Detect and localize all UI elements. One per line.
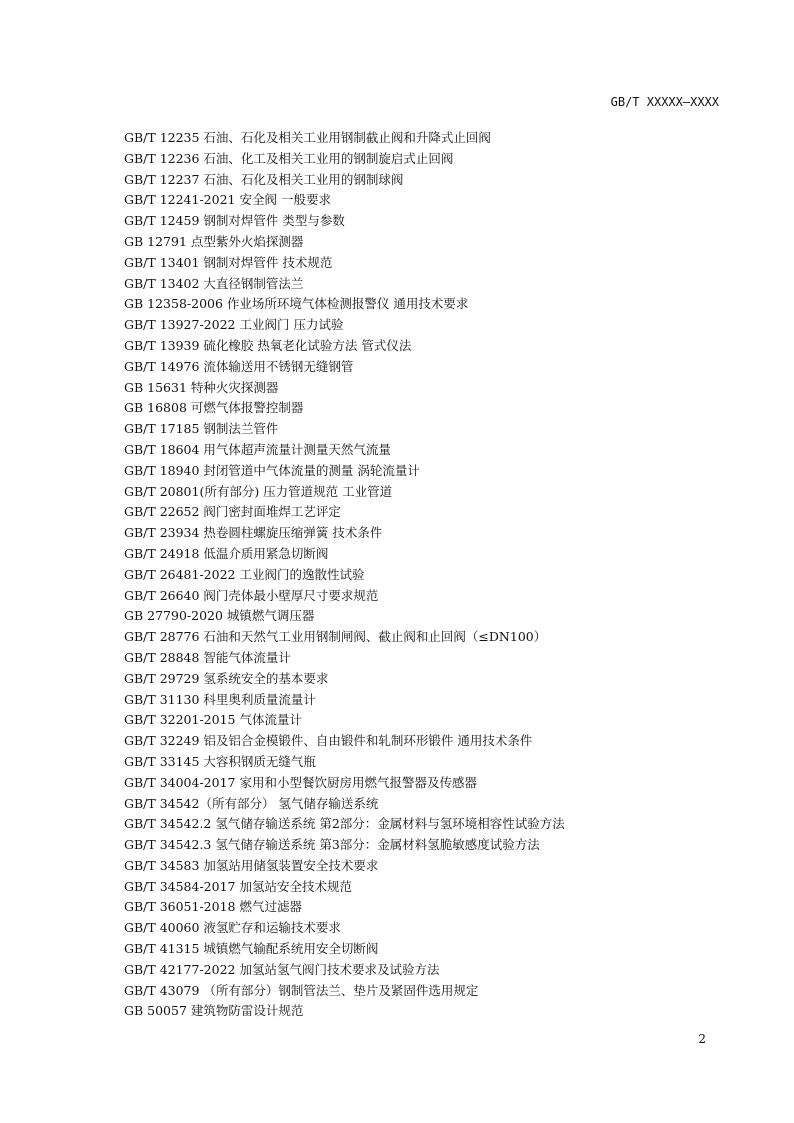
reference-item: GB 50057 建筑物防雷设计规范 (124, 1003, 304, 1019)
reference-item: GB/T 32201-2015 气体流量计 (124, 712, 302, 728)
reference-item: GB/T 23934 热卷圆柱螺旋压缩弹簧 技术条件 (124, 525, 383, 541)
reference-item: GB/T 12236 石油、化工及相关工业用的钢制旋启式止回阀 (124, 150, 454, 166)
page-number: 2 (698, 1032, 706, 1046)
reference-item: GB/T 33145 大容积钢质无缝气瓶 (124, 753, 316, 769)
reference-item: GB/T 32249 铝及铝合金模锻件、自由锻件和轧制环形锻件 通用技术条件 (124, 733, 533, 749)
reference-item: GB/T 43079 （所有部分）钢制管法兰、垫片及紧固件选用规定 (124, 982, 479, 998)
reference-item: GB/T 41315 城镇燃气输配系统用安全切断阀 (124, 941, 379, 957)
reference-item: GB/T 26481-2022 工业阀门的逸散性试验 (124, 566, 365, 582)
reference-item: GB/T 14976 流体输送用不锈钢无缝钢管 (124, 358, 354, 374)
reference-item: GB/T 13939 硫化橡胶 热氧老化试验方法 管式仪法 (124, 337, 412, 353)
reference-item: GB/T 34542（所有部分） 氢气储存输送系统 (124, 795, 379, 811)
reference-item: GB/T 13927-2022 工业阀门 压力试验 (124, 317, 344, 333)
reference-item: GB/T 31130 科里奥利质量流量计 (124, 691, 316, 707)
reference-item: GB/T 40060 液氢贮存和运输技术要求 (124, 920, 341, 936)
reference-item: GB/T 34584-2017 加氢站安全技术规范 (124, 878, 352, 894)
reference-item: GB 12791 点型紫外火焰探测器 (124, 233, 304, 249)
document-number-header: GB/T XXXXX—XXXX (610, 95, 719, 109)
reference-item: GB/T 28848 智能气体流量计 (124, 649, 291, 665)
reference-item: GB 15631 特种火灾探测器 (124, 379, 279, 395)
reference-item: GB 12358-2006 作业场所环境气体检测报警仪 通用技术要求 (124, 296, 469, 312)
reference-item: GB/T 12241-2021 安全阀 一般要求 (124, 192, 331, 208)
reference-item: GB/T 18940 封闭管道中气体流量的测量 涡轮流量计 (124, 462, 420, 478)
reference-item: GB/T 20801(所有部分) 压力管道规范 工业管道 (124, 483, 393, 499)
reference-item: GB/T 12235 石油、石化及相关工业用钢制截止阀和升降式止回阀 (124, 130, 491, 145)
reference-item: GB/T 13402 大直径钢制管法兰 (124, 275, 304, 291)
reference-item: GB/T 13401 钢制对焊管件 技术规范 (124, 254, 333, 270)
reference-item: GB/T 17185 钢制法兰管件 (124, 421, 279, 437)
reference-item: GB/T 36051-2018 燃气过滤器 (124, 899, 302, 915)
reference-item: GB/T 34004-2017 家用和小型餐饮厨房用燃气报警器及传感器 (124, 774, 477, 790)
normative-references-list (124, 128, 724, 1022)
reference-item: GB/T 34542.3 氢气储存输送系统 第3部分：金属材料氢脆敏感度试验方法 (124, 837, 540, 853)
reference-item: GB/T 18604 用气体超声流量计测量天然气流量 (124, 441, 391, 457)
reference-item: GB/T 34542.2 氢气储存输送系统 第2部分：金属材料与氢环境相容性试验方法 (124, 816, 565, 832)
reference-item: GB/T 34583 加氢站用储氢装置安全技术要求 (124, 857, 379, 873)
reference-item: GB/T 24918 低温介质用紧急切断阀 (124, 545, 329, 561)
reference-item: GB/T 42177-2022 加氢站氢气阀门技术要求及试验方法 (124, 961, 440, 977)
reference-item: GB/T 28776 石油和天然气工业用钢制闸阀、截止阀和止回阀（≤DN100） (124, 629, 547, 645)
reference-item: GB/T 29729 氢系统安全的基本要求 (124, 670, 329, 686)
reference-item: GB/T 12459 钢制对焊管件 类型与参数 (124, 213, 345, 229)
reference-item: GB 16808 可燃气体报警控制器 (124, 400, 304, 416)
reference-item: GB/T 22652 阀门密封面堆焊工艺评定 (124, 504, 341, 520)
reference-item: GB 27790-2020 城镇燃气调压器 (124, 608, 315, 624)
reference-item: GB/T 26640 阀门壳体最小壁厚尺寸要求规范 (124, 587, 379, 603)
reference-item: GB/T 12237 石油、石化及相关工业用的钢制球阀 (124, 171, 404, 187)
